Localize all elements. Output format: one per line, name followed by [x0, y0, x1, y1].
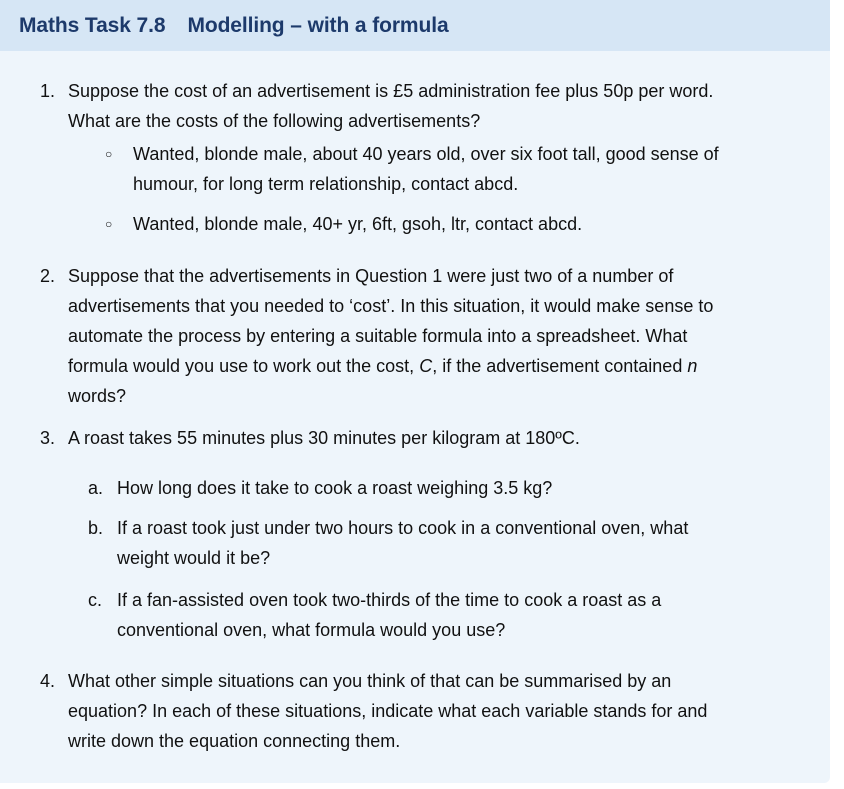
sub-question-letter: a.: [88, 478, 104, 498]
bullet-line: humour, for long term relationship, contact abcd.: [133, 174, 519, 194]
question-number: 1.: [40, 81, 56, 101]
sub-question-line: weight would it be?: [117, 548, 271, 568]
question-line: equation? In each of these situations, indicate what each variable stands for and: [68, 701, 708, 721]
question-text: [68, 666, 808, 756]
variable-n: n: [687, 356, 698, 376]
hollow-circle-bullet-icon: ○: [105, 147, 113, 161]
question-number: 3.: [40, 428, 56, 448]
question-number: 2.: [40, 266, 56, 286]
question-line: Suppose the cost of an advertisement is £5 administration fee plus 50p per word.: [68, 81, 714, 101]
text-segment: formula would you use to work out the cost,: [68, 356, 420, 376]
question-line: A roast takes 55 minutes plus 30 minutes per kilogram at 180ºC.: [68, 428, 580, 448]
text-segment: , if the advertisement contained: [432, 356, 688, 376]
sub-question-line: How long does it take to cook a roast weighing 3.5 kg?: [117, 478, 553, 498]
task-header: [0, 0, 830, 51]
sub-question-letter: c.: [88, 590, 103, 610]
question-text: [68, 423, 808, 453]
bullet-line: Wanted, blonde male, 40+ yr, 6ft, gsoh, ltr, contact abcd.: [133, 214, 583, 234]
bullet-line: Wanted, blonde male, about 40 years old, over six foot tall, good sense of: [133, 144, 719, 164]
question-line: What are the costs of the following advertisements?: [68, 111, 481, 131]
task-label: Maths Task 7.8: [19, 13, 166, 37]
variable-c: C: [419, 356, 433, 376]
sub-question-letter: b.: [88, 518, 104, 538]
task-heading: [19, 14, 449, 38]
hollow-circle-bullet-icon: ○: [105, 217, 113, 231]
question-line: advertisements that you needed to ‘cost’. In this situation, it would make sense to: [68, 296, 714, 316]
question-text: [68, 261, 808, 411]
question-line: [68, 351, 808, 381]
question-line: What other simple situations can you think of that can be summarised by an: [68, 671, 672, 691]
task-title: Modelling – with a formula: [187, 13, 449, 37]
question-text: [68, 76, 808, 136]
sub-question-line: If a roast took just under two hours to cook in a conventional oven, what: [117, 518, 689, 538]
question-line: words?: [68, 386, 127, 406]
sub-question-line: conventional oven, what formula would you use?: [117, 620, 506, 640]
question-line: Suppose that the advertisements in Question 1 were just two of a number of: [68, 266, 674, 286]
question-line: automate the process by entering a suitable formula into a spreadsheet. What: [68, 326, 688, 346]
question-number: 4.: [40, 671, 56, 691]
sub-question-line: If a fan-assisted oven took two-thirds of the time to cook a roast as a: [117, 590, 662, 610]
question-line: write down the equation connecting them.: [68, 731, 401, 751]
